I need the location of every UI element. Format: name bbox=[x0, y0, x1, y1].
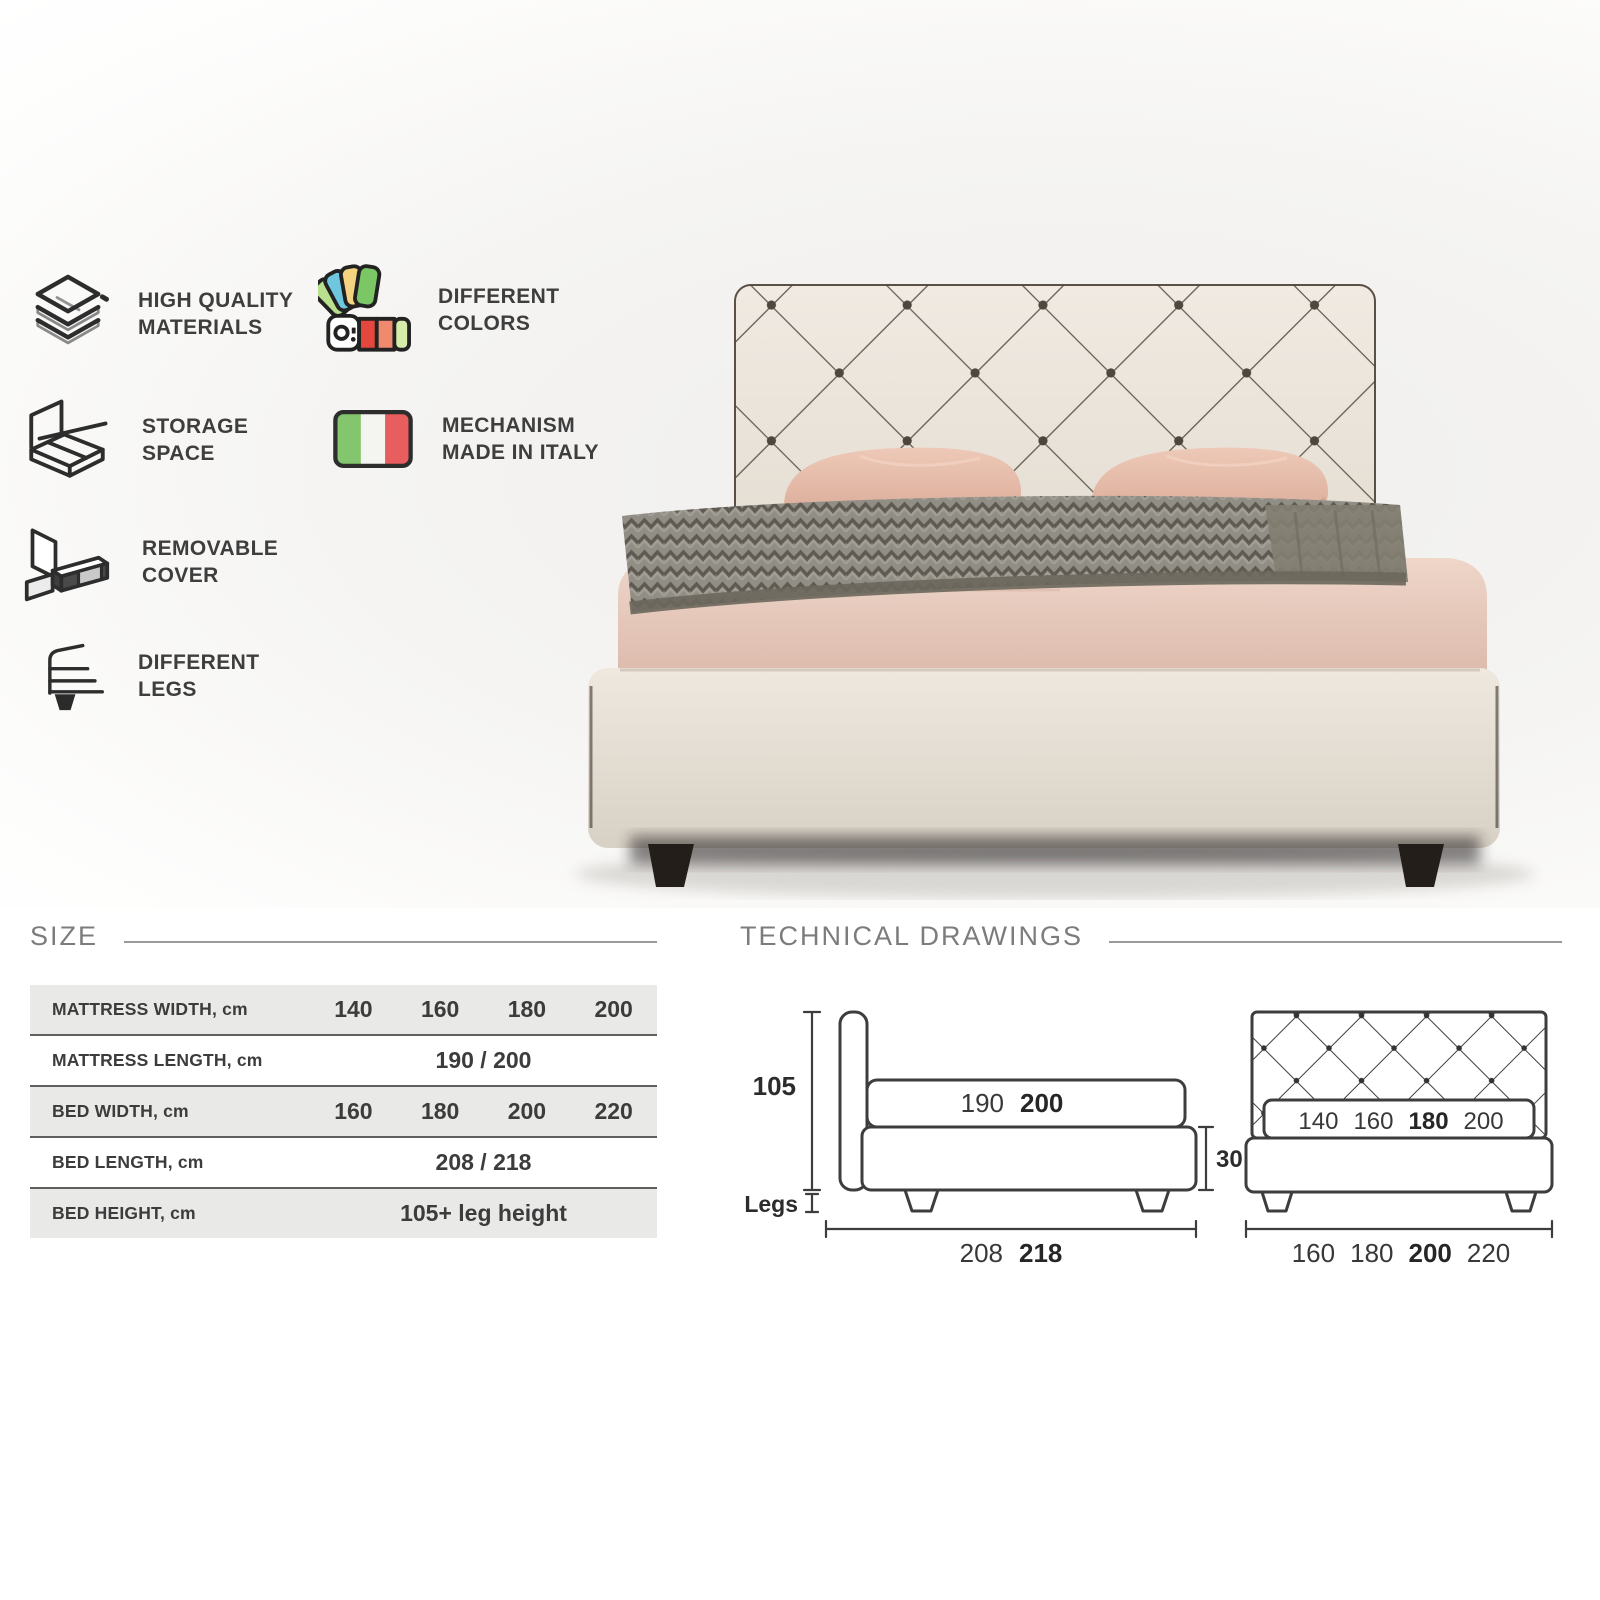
bed-base bbox=[588, 668, 1500, 848]
feature-label: REMOVABLE COVER bbox=[142, 536, 279, 587]
italy-flag-icon bbox=[330, 406, 416, 472]
feature-label: HIGH QUALITY MATERIALS bbox=[138, 288, 293, 339]
row-value: 220 bbox=[594, 1098, 633, 1124]
size-table bbox=[30, 985, 657, 1238]
row-label: MATTRESS WIDTH, cm bbox=[52, 999, 248, 1019]
row-label: BED WIDTH, cm bbox=[52, 1101, 189, 1121]
row-label: BED HEIGHT, cm bbox=[52, 1203, 196, 1223]
table-row bbox=[30, 1085, 657, 1136]
base-height-dim: 30 bbox=[1216, 1146, 1243, 1173]
table-row bbox=[30, 1187, 657, 1238]
feature-label: STORAGE SPACE bbox=[142, 414, 249, 465]
bed-width-labels: 160 180 200 220 bbox=[1291, 1238, 1511, 1268]
feature-different-legs bbox=[34, 634, 364, 718]
side-view-drawing bbox=[744, 1012, 1242, 1268]
heading-rule bbox=[124, 941, 657, 943]
row-value: 200 bbox=[594, 996, 633, 1022]
feature-removable-cover bbox=[18, 516, 348, 608]
row-value: 180 bbox=[507, 996, 547, 1022]
feature-label: DIFFERENT COLORS bbox=[438, 284, 560, 335]
row-value: 105+ leg height bbox=[400, 1200, 567, 1226]
technical-section-heading bbox=[740, 921, 1562, 952]
bed-leg-icon bbox=[34, 634, 112, 718]
row-value: 200 bbox=[507, 1098, 547, 1124]
row-label: MATTRESS LENGTH, cm bbox=[52, 1050, 263, 1070]
row-value: 160 bbox=[334, 1098, 373, 1124]
row-label: BED LENGTH, cm bbox=[52, 1152, 204, 1172]
front-view-drawing bbox=[1246, 1012, 1552, 1268]
row-value: 190 / 200 bbox=[435, 1047, 532, 1073]
technical-drawings bbox=[740, 985, 1570, 1275]
row-value: 160 bbox=[420, 996, 460, 1022]
bed-photo bbox=[560, 260, 1600, 900]
storage-space-icon bbox=[18, 396, 116, 484]
table-row bbox=[30, 1136, 657, 1187]
feature-label: MECHANISM MADE IN ITALY bbox=[442, 413, 599, 464]
row-value: 180 bbox=[420, 1098, 460, 1124]
layers-icon bbox=[24, 268, 112, 360]
row-value: 140 bbox=[334, 996, 373, 1022]
bed-length-labels: 208 218 bbox=[959, 1238, 1063, 1268]
feature-storage-space bbox=[18, 396, 348, 484]
table-row bbox=[30, 985, 657, 1034]
technical-heading-text: TECHNICAL DRAWINGS bbox=[740, 921, 1084, 951]
feature-high-quality-materials bbox=[24, 268, 354, 360]
color-palette-icon bbox=[318, 262, 412, 358]
size-section-heading bbox=[30, 921, 657, 952]
removable-cover-icon bbox=[18, 516, 116, 608]
mattress-width-labels: 140 160 180 200 bbox=[1298, 1108, 1504, 1135]
legs-dim-label: Legs bbox=[744, 1191, 798, 1217]
row-value: 208 / 218 bbox=[435, 1149, 532, 1175]
mattress-length-labels: 190 200 bbox=[960, 1088, 1064, 1118]
bed-height-dim: 105 bbox=[752, 1071, 796, 1101]
size-heading-text: SIZE bbox=[30, 921, 99, 951]
feature-label: DIFFERENT LEGS bbox=[138, 650, 260, 701]
table-row bbox=[30, 1034, 657, 1085]
heading-rule bbox=[1109, 941, 1562, 943]
